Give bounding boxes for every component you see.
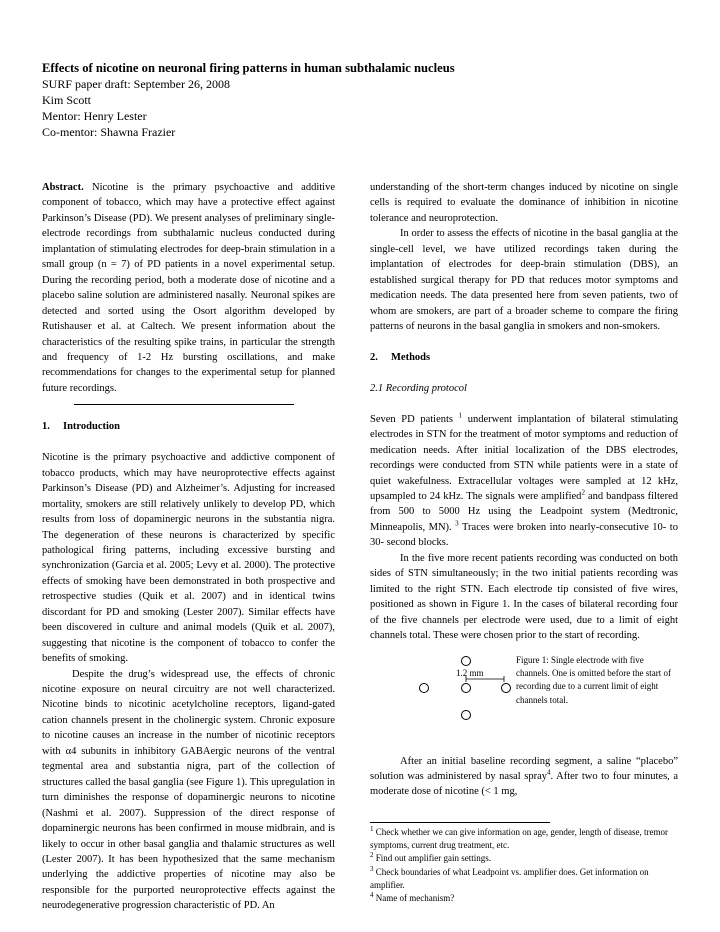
footnote-2: $^2$ Find out amplifier gain settings. bbox=[370, 851, 491, 864]
footnote-ref-2: 2 bbox=[581, 488, 585, 497]
abstract-paragraph bbox=[42, 180, 335, 396]
methods-paragraph-2: In the five more recent patients recording was conducted on both sides of STN simultaneously; in the two initial patients recording was limited to the right STN. Each electrode tip consisted of five wires, positioned as shown in Figure 1. In the cases of bilateral recording four of the five channels per electrode were used, due to a limit of eight channels total. These were chosen prior to the start of recording. bbox=[370, 552, 678, 642]
electrode-wire-right bbox=[502, 683, 511, 692]
left-column bbox=[42, 180, 335, 914]
footnote-ref-1: 1 bbox=[458, 411, 463, 420]
footnote-3: $^3$ Check boundaries of what Leadpoint vs. amplifier does. Get information on amplifier. bbox=[370, 864, 649, 890]
section-title: Methods bbox=[391, 351, 431, 363]
mentor-line: Mentor: Henry Lester bbox=[42, 109, 147, 123]
scale-label: 1.2 mm bbox=[456, 667, 484, 678]
section-number: 2. bbox=[370, 351, 378, 363]
intro-paragraph-1: Nicotine is the primary psychoactive and addictive component of tobacco products, which may have neuroprotective effects against Parkinson’s Disease (PD) and Alzheimer’s. Adjusting for increased mortality, smokers are still relatively unlikely to develop PD, which results from loss of dopaminergic neurons in the substantia nigra. The degeneration of these neurons is characterized by specific pathological firing patterns, including excessive bursting and synchronization (Garcia et al. 2005; Levy et al. 2000). The protective effects of smoking have been demonstrated in both prospective and retrospective studies (Quik et al. 2007) and in identical twins discordant for PD and smoking (Lester 2007). Similar effects have been discovered in culture and animal models (Quik et al. 2007), suggesting that nicotine is the component of tobacco to confer the benefits of smoking. bbox=[42, 452, 335, 665]
author-line: Kim Scott bbox=[42, 93, 92, 107]
abstract-label: Abstract. bbox=[42, 182, 84, 193]
methods-paragraph-1: Seven PD patients $^1$ underwent implantation of bilateral stimulating electrodes in STN for the treatment of motor symptoms and reduction of medication needs. After initial localization of the DBS electrodes, recordings were conducted from STN while patients were in a state of quiet wakefulness. Extracellular voltages were sampled at 12 kHz, upsampled to 24 kHz. The signals were amplified$^2$ and bandpass filtered from 500 to 5000 Hz using the Leadpoint system (Medtronic, Minneapolis, MN). $^3$ Traces were broken into nearly-consecutive 10- to 30- second blocks. bbox=[370, 411, 678, 549]
electrode-wire-left bbox=[420, 683, 429, 692]
intro-paragraph-3: understanding of the short-term changes induced by nicotine on single cells is required to evaluate the dominance of inhibition in nicotine tolerance and neuroprotection. bbox=[370, 182, 678, 224]
footnote-ref-3: 3 bbox=[455, 519, 459, 528]
footnotes bbox=[370, 822, 670, 905]
section-title: Introduction bbox=[63, 421, 120, 433]
figure-caption: Figure 1: Single electrode with five channels. One is omitted before the start of recording due to a current limit of eight channels total. bbox=[516, 654, 671, 705]
electrode-wire-top bbox=[462, 656, 471, 665]
electrode-wire-bottom bbox=[462, 710, 471, 719]
electrode-diagram bbox=[404, 652, 514, 732]
section-number: 1. bbox=[42, 421, 50, 433]
electrode-wire-center bbox=[462, 683, 471, 692]
intro-paragraph-2: Despite the drug’s widespread use, the effects of chronic nicotine exposure on neural circuitry are not well characterized. Nicotine binds to nicotinic acetylcholine receptors, ligand-gated cation channels present in the cholinergic system. Chronic exposure to nicotine causes an increase in the number of nicotinic receptors with α4 subunits in inhibitory GABAergic neurons of the ventral tegmental area and substantia nigra, part of the collection of structures called the basal ganglia (see Figure 1). This upregulation in turn diminishes the response of dopaminergic neurons to nicotine (Nashmi et al. 2007). Suppression of the direct response of dopaminergic neurons has been confirmed in mouse midbrain, and is likely to occur in other basal ganglia and thalamic structures as well (Lester 2007). It has been hypothesized that the same mechanism underlying the addictive properties of nicotine may also be responsible for the purported neuroprotective effects against the neurodegenerative progression characteristic of PD. An bbox=[42, 668, 335, 912]
intro-paragraph-4: In order to assess the effects of nicotine in the basal ganglia at the single-cell level, we have utilized recordings taken during the implantation of electrodes for deep-brain stimulation (DBS), an established surgical therapy for PD that reduces motor symptoms and medication needs. The data presented here from seven patients, two of whom are smokers, are part of a broader scheme to compare the firing patterns of neurons in the basal ganglia in smokers and non-smokers. bbox=[370, 228, 678, 333]
comentor-line: Co-mentor: Shawna Frazier bbox=[42, 125, 176, 139]
footnote-ref-4: 4 bbox=[547, 768, 551, 777]
paper-header bbox=[42, 60, 678, 140]
draft-line: SURF paper draft: September 26, 2008 bbox=[42, 77, 230, 91]
figure-1 bbox=[370, 650, 678, 736]
footnote-4: $^4$ Name of mechanism? bbox=[370, 891, 455, 904]
subsection-heading: 2.1 Recording protocol bbox=[370, 382, 467, 394]
paper-title: Effects of nicotine on neuronal firing patterns in human subthalamic nucleus bbox=[42, 61, 455, 75]
abstract-separator bbox=[74, 404, 294, 405]
section-heading-methods bbox=[370, 350, 678, 365]
methods-paragraph-3: After an initial baseline recording segment, a saline “placebo” solution was administered by nasal spray$^4$. After two to four minutes, a moderate dose of nicotine (< 1 mg, bbox=[370, 755, 678, 798]
footnote-1: $^1$ Check whether we can give information on age, gender, length of disease, tremor symptoms, current drug treatment, etc. bbox=[370, 825, 669, 851]
section-heading-introduction bbox=[42, 419, 335, 434]
footnote-rule bbox=[370, 822, 550, 823]
abstract-text: Nicotine is the primary psychoactive and additive component of tobacco, which may have a protective effect against Parkinson’s Disease (PD). We present analyses of preliminary single-electrode recordings from subthalamic nucleus conducted during implantation of stimulating electrodes for deep-brain stimulation in a small group (n = 7) of PD patients in a novel experimental setup. During the recording period, both a moderate dose of nicotine and a placebo saline solution are administered nasally. Neuronal spikes are detected and sorted using the Osort algorithm developed by Rutishauser et al. at Caltech. We present information about the characteristics of the resulting spike trains, in particular the strength and frequency of 1-2 Hz bursting oscillations, and make recommendations for changes to the experimental setup for planned future recordings. bbox=[42, 182, 335, 394]
right-column bbox=[370, 180, 678, 800]
